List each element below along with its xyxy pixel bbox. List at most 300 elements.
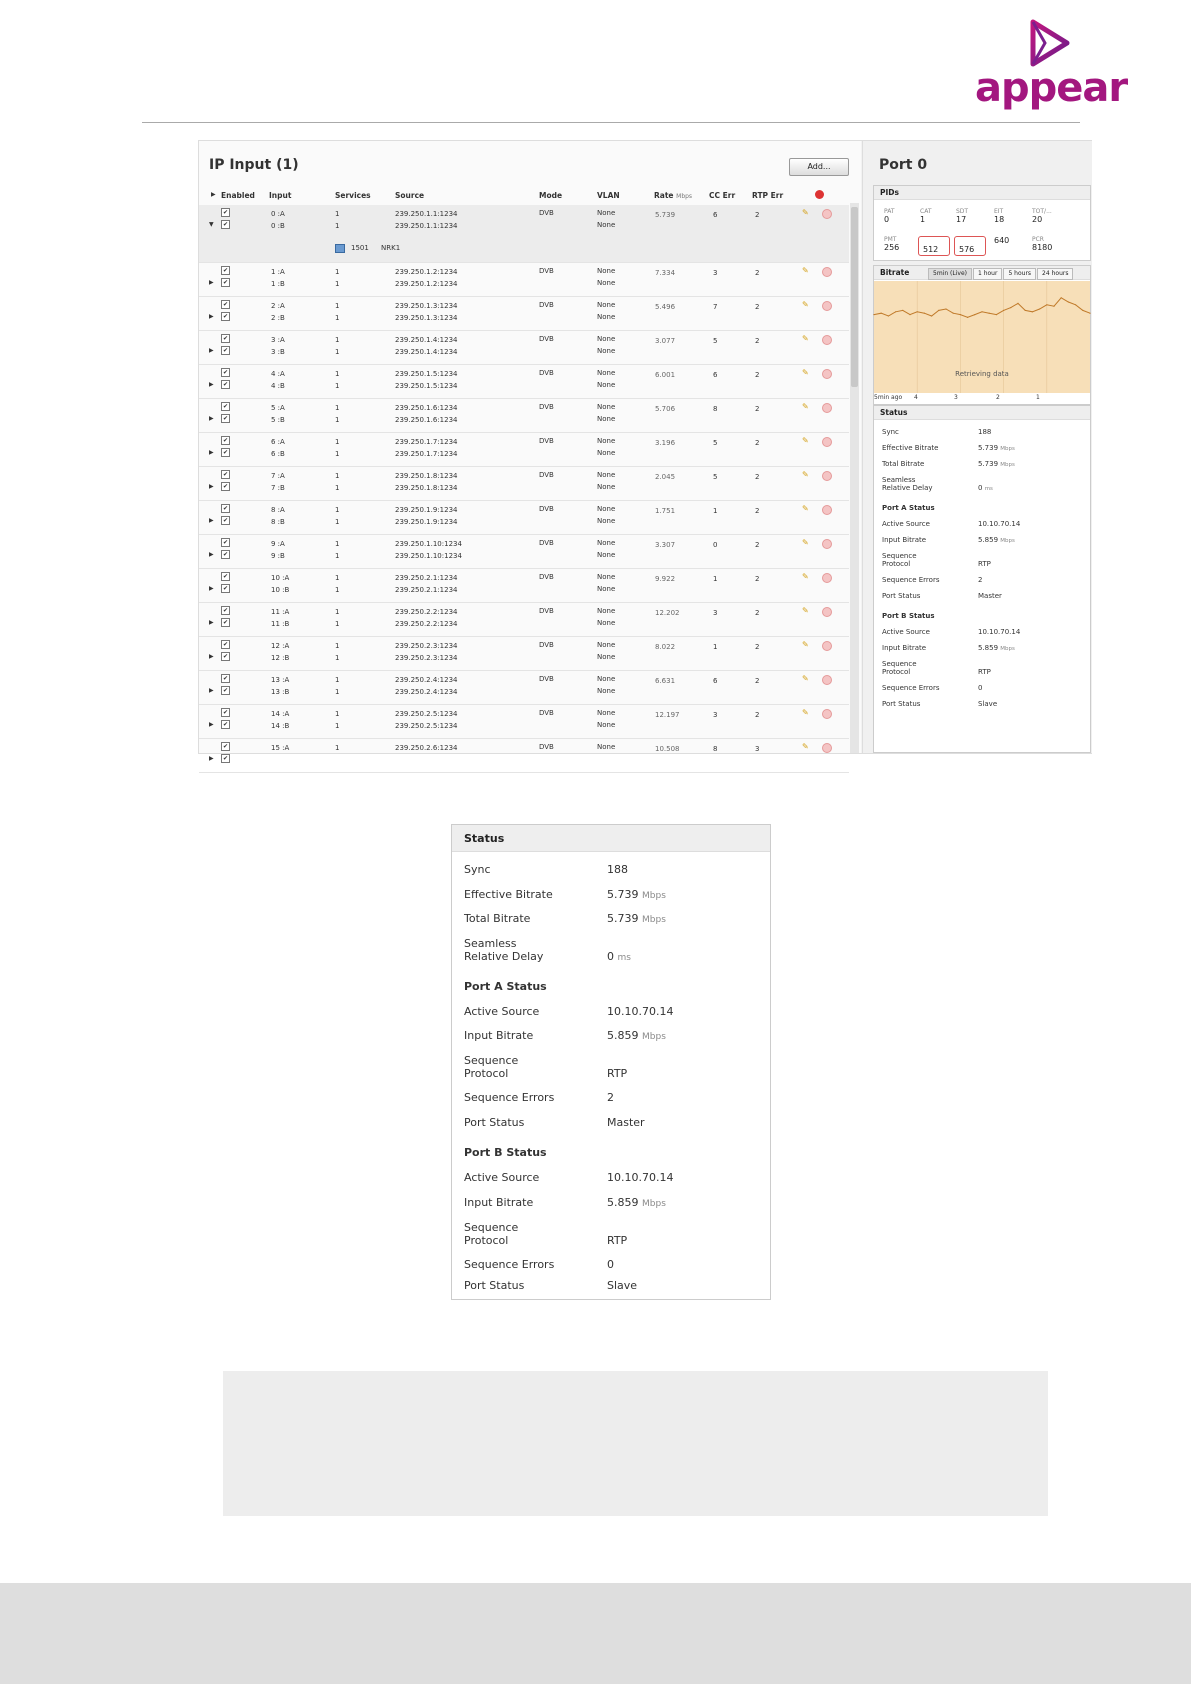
input-b: 6 :B <box>271 450 285 458</box>
col-vlan: VLAN <box>597 191 620 200</box>
enable-b-checkbox[interactable]: ✔ <box>222 585 229 592</box>
remove-icon[interactable] <box>822 607 832 617</box>
expand-all-icon[interactable]: ▶ <box>211 191 216 198</box>
table-row[interactable] <box>199 603 849 637</box>
enable-a-checkbox[interactable]: ✔ <box>222 539 229 546</box>
services-b: 1 <box>335 314 340 322</box>
vlan-a: None <box>597 267 616 275</box>
pid-value: 512 <box>923 245 939 254</box>
pid-item[interactable] <box>920 208 932 224</box>
rate: 3.307 <box>655 541 676 549</box>
a-proto-value: RTP <box>978 560 991 568</box>
source-a: 239.250.1.3:1234 <box>395 302 458 310</box>
table-row[interactable] <box>199 535 849 569</box>
vlan-a: None <box>597 573 616 581</box>
source-b: 239.250.1.10:1234 <box>395 552 462 560</box>
vlan-a: None <box>597 471 616 479</box>
bitrate-point <box>1039 308 1040 309</box>
edit-icon[interactable]: ✎ <box>802 708 809 717</box>
expand-icon[interactable]: ▶ <box>209 551 214 558</box>
vlan-b: None <box>597 619 616 627</box>
vlan-b: None <box>597 687 616 695</box>
enable-a-checkbox[interactable]: ✔ <box>222 209 229 216</box>
pid-value: 20 <box>1032 215 1043 224</box>
bitrate-point <box>1082 310 1083 311</box>
edit-icon[interactable]: ✎ <box>802 300 809 309</box>
input-b: 4 :B <box>271 382 285 390</box>
services-a: 1 <box>335 472 340 480</box>
input-a: 6 :A <box>271 438 285 446</box>
l-b-errors-value: 0 <box>607 1258 614 1271</box>
services-b: 1 <box>335 416 340 424</box>
status-large-header <box>452 825 770 852</box>
vlan-a: None <box>597 539 616 547</box>
remove-icon[interactable] <box>822 709 832 719</box>
pid-item[interactable] <box>918 236 950 256</box>
service-subrow <box>199 238 849 262</box>
l-delay-value: 0 ms <box>607 950 631 963</box>
vlan-b: None <box>597 449 616 457</box>
table-row[interactable] <box>199 297 849 331</box>
scrollbar-thumb[interactable] <box>851 207 858 387</box>
enable-b-checkbox[interactable]: ✔ <box>222 653 229 660</box>
remove-icon[interactable] <box>822 335 832 345</box>
expand-icon[interactable]: ▶ <box>209 415 214 422</box>
bitrate-tab[interactable]: 1 hour <box>973 268 1002 280</box>
add-button[interactable]: Add... <box>789 158 849 176</box>
table-row[interactable] <box>199 433 849 467</box>
pid-value: 17 <box>956 215 967 224</box>
pid-value: 0 <box>884 215 890 224</box>
edit-icon[interactable]: ✎ <box>802 402 809 411</box>
remove-icon[interactable] <box>822 539 832 549</box>
pid-label: CAT <box>920 208 932 215</box>
source-b: 239.250.1.9:1234 <box>395 518 458 526</box>
enable-b-checkbox[interactable]: ✔ <box>222 347 229 354</box>
bitrate-point <box>1053 306 1054 307</box>
bitrate-tabs <box>928 268 1074 280</box>
rtp-err: 2 <box>755 303 760 311</box>
l-delay-label-1: Seamless <box>464 937 517 950</box>
b-bitrate-label: Input Bitrate <box>882 644 927 652</box>
mode: DVB <box>539 607 554 615</box>
b-source-value: 10.10.70.14 <box>978 628 1021 636</box>
bitrate-point <box>917 311 918 312</box>
enable-b-checkbox[interactable]: ✔ <box>222 687 229 694</box>
expand-icon[interactable]: ▶ <box>209 585 214 592</box>
enable-b-checkbox[interactable]: ✔ <box>222 449 229 456</box>
services-a: 1 <box>335 676 340 684</box>
enable-b-checkbox[interactable]: ✔ <box>222 415 229 422</box>
l-total-value: 5.739 Mbps <box>607 912 666 925</box>
remove-icon[interactable] <box>822 209 832 219</box>
pid-item[interactable] <box>884 236 899 252</box>
cc-err: 1 <box>713 643 718 651</box>
col-cc-err: CC Err <box>709 191 736 200</box>
input-a: 10 :A <box>271 574 290 582</box>
expand-icon[interactable]: ▶ <box>209 687 214 694</box>
b-errors-label: Sequence Errors <box>882 684 940 692</box>
input-a: 14 :A <box>271 710 290 718</box>
cc-err: 6 <box>713 371 718 379</box>
source-b: 239.250.1.5:1234 <box>395 382 458 390</box>
col-rtp-err: RTP Err <box>752 191 784 200</box>
input-b: 1 :B <box>271 280 285 288</box>
pid-label: PAT <box>884 208 895 215</box>
bitrate-point <box>981 311 982 312</box>
table-row[interactable] <box>199 705 849 739</box>
bitrate-title: Bitrate <box>874 266 1090 280</box>
bitrate-point <box>1046 304 1047 305</box>
services-a: 1 <box>335 268 340 276</box>
tick-label: 1 <box>1036 394 1040 401</box>
col-source: Source <box>395 191 425 200</box>
l-b-port-status-value: Slave <box>607 1279 638 1292</box>
expand-icon[interactable]: ▶ <box>209 279 214 286</box>
input-b: 5 :B <box>271 416 285 424</box>
rate: 6.631 <box>655 677 676 685</box>
l-sync-label: Sync <box>464 863 491 876</box>
source-a: 239.250.1.4:1234 <box>395 336 458 344</box>
remove-icon[interactable] <box>822 573 832 583</box>
expand-icon[interactable]: ▶ <box>209 483 214 490</box>
bitrate-point <box>888 315 889 316</box>
source-a: 239.250.1.5:1234 <box>395 370 458 378</box>
pid-item[interactable] <box>1032 236 1052 252</box>
edit-icon[interactable]: ✎ <box>802 674 809 683</box>
rtp-err: 2 <box>755 439 760 447</box>
vlan-a: None <box>597 209 616 217</box>
edit-icon[interactable]: ✎ <box>802 742 809 751</box>
pid-item[interactable] <box>994 208 1004 224</box>
table-row[interactable] <box>199 205 849 263</box>
input-a: 5 :A <box>271 404 285 412</box>
rtp-err: 2 <box>755 575 760 583</box>
enable-a-checkbox[interactable]: ✔ <box>222 369 229 376</box>
l-b-bitrate-value: 5.859 Mbps <box>607 1196 666 1209</box>
enable-a-checkbox[interactable]: ✔ <box>222 607 229 614</box>
col-enabled: Enabled <box>221 191 255 200</box>
bitrate-point <box>945 308 946 309</box>
source-b: 239.250.1.7:1234 <box>395 450 458 458</box>
source-a: 239.250.2.2:1234 <box>395 608 458 616</box>
bitrate-point <box>931 315 932 316</box>
table-row[interactable] <box>199 331 849 365</box>
rtp-err: 2 <box>755 269 760 277</box>
remove-icon[interactable] <box>822 267 832 277</box>
source-b: 239.250.1.4:1234 <box>395 348 458 356</box>
input-a: 0 :A <box>271 210 285 218</box>
pid-value: 18 <box>994 215 1005 224</box>
enable-b-checkbox[interactable]: ✔ <box>222 313 229 320</box>
vlan-a: None <box>597 335 616 343</box>
enable-b-checkbox[interactable]: ✔ <box>222 551 229 558</box>
table-scrollbar[interactable] <box>850 203 859 753</box>
mode: DVB <box>539 743 554 751</box>
rtp-err: 2 <box>755 541 760 549</box>
l-a-source-label: Active Source <box>464 1005 540 1018</box>
pid-item[interactable] <box>884 208 895 224</box>
cc-err: 5 <box>713 473 718 481</box>
expand-icon[interactable]: ▶ <box>209 381 214 388</box>
edit-icon[interactable]: ✎ <box>802 606 809 615</box>
enable-b-checkbox[interactable]: ✔ <box>222 483 229 490</box>
cc-err: 5 <box>713 337 718 345</box>
l-b-proto-label-2: Protocol <box>464 1234 509 1247</box>
bitrate-point <box>1032 311 1033 312</box>
pid-value: 640 <box>994 236 1010 245</box>
table-row[interactable] <box>199 637 849 671</box>
table-row[interactable] <box>199 263 849 297</box>
l-a-proto-value: RTP <box>607 1067 628 1080</box>
expand-icon[interactable]: ▶ <box>209 721 214 728</box>
edit-icon[interactable]: ✎ <box>802 470 809 479</box>
vlan-b: None <box>597 585 616 593</box>
remove-icon[interactable] <box>822 403 832 413</box>
enable-a-checkbox[interactable]: ✔ <box>222 437 229 444</box>
pids-panel <box>873 185 1091 261</box>
mode: DVB <box>539 675 554 683</box>
edit-icon[interactable]: ✎ <box>802 208 809 217</box>
rate: 5.739 <box>655 211 676 219</box>
bitrate-point <box>953 313 954 314</box>
rate: 2.045 <box>655 473 676 481</box>
edit-icon[interactable]: ✎ <box>802 504 809 513</box>
bitrate-point <box>1017 303 1018 304</box>
bitrate-chart <box>874 281 1090 393</box>
rtp-err: 2 <box>755 711 760 719</box>
enable-b-checkbox[interactable]: ✔ <box>222 721 229 728</box>
b-proto-value: RTP <box>978 668 991 676</box>
remove-icon[interactable] <box>822 369 832 379</box>
l-eff-label: Effective Bitrate <box>464 888 553 901</box>
source-a: 239.250.1.8:1234 <box>395 472 458 480</box>
delay-value: 0 ms <box>978 484 993 492</box>
services-a: 1 <box>335 540 340 548</box>
source-a: 239.250.2.1:1234 <box>395 574 458 582</box>
pid-label: PMT <box>884 236 897 243</box>
bitrate-point <box>1075 304 1076 305</box>
services-b: 1 <box>335 654 340 662</box>
rate: 12.202 <box>655 609 680 617</box>
remove-icon[interactable] <box>822 437 832 447</box>
expand-icon[interactable]: ▶ <box>209 619 214 626</box>
expand-icon[interactable]: ▶ <box>209 347 214 354</box>
table-row[interactable] <box>199 739 849 773</box>
bitrate-tab[interactable]: 24 hours <box>1037 268 1073 280</box>
mode: DVB <box>539 209 554 217</box>
services-b: 1 <box>335 382 340 390</box>
input-b: 3 :B <box>271 348 285 356</box>
table-row[interactable] <box>199 399 849 433</box>
enable-b-checkbox[interactable]: ✔ <box>222 619 229 626</box>
bitrate-point <box>895 311 896 312</box>
enable-b-checkbox[interactable]: ✔ <box>222 517 229 524</box>
rate: 1.751 <box>655 507 676 515</box>
remove-icon[interactable] <box>822 505 832 515</box>
port-panel <box>862 141 1092 753</box>
ip-input-panel <box>199 141 861 762</box>
services-b: 1 <box>335 688 340 696</box>
table-row[interactable] <box>199 467 849 501</box>
pid-value: 256 <box>884 243 900 252</box>
services-a: 1 <box>335 302 340 310</box>
enable-a-checkbox[interactable]: ✔ <box>222 403 229 410</box>
tick-label: 4 <box>914 394 918 401</box>
rtp-err: 2 <box>755 211 760 219</box>
enable-a-checkbox[interactable]: ✔ <box>222 641 229 648</box>
sync-label: Sync <box>882 428 899 436</box>
vlan-b: None <box>597 721 616 729</box>
source-a: 239.250.2.5:1234 <box>395 710 458 718</box>
table-row[interactable] <box>199 569 849 603</box>
l-a-errors-value: 2 <box>607 1091 614 1104</box>
b-errors-value: 0 <box>978 684 983 692</box>
source-a: 239.250.1.10:1234 <box>395 540 462 548</box>
remove-icon[interactable] <box>822 471 832 481</box>
services-b: 1 <box>335 518 340 526</box>
ip-input-title: IP Input (1) <box>209 157 299 173</box>
services-a: 1 <box>335 642 340 650</box>
enable-a-checkbox[interactable]: ✔ <box>222 743 229 750</box>
status-panel-small <box>873 405 1091 753</box>
status-panel-large <box>451 824 771 1300</box>
pid-item[interactable] <box>956 208 968 224</box>
enable-a-checkbox[interactable]: ✔ <box>222 505 229 512</box>
vlan-a: None <box>597 675 616 683</box>
services-a: 1 <box>335 608 340 616</box>
remove-icon[interactable] <box>822 641 832 651</box>
note-box <box>223 1371 1048 1516</box>
bitrate-point <box>1010 307 1011 308</box>
bitrate-tab[interactable]: 5min (Live) <box>928 268 972 280</box>
rate: 10.508 <box>655 745 680 753</box>
page-footer <box>0 1583 1191 1684</box>
mode: DVB <box>539 335 554 343</box>
bitrate-point <box>1089 313 1090 314</box>
pid-item[interactable] <box>994 236 1009 245</box>
l-b-source-label: Active Source <box>464 1171 540 1184</box>
enable-b-checkbox[interactable]: ✔ <box>222 279 229 286</box>
rate: 8.022 <box>655 643 676 651</box>
source-a: 239.250.2.3:1234 <box>395 642 458 650</box>
pid-item[interactable] <box>1032 208 1052 224</box>
enable-a-checkbox[interactable]: ✔ <box>222 573 229 580</box>
delay-label-2: Relative Delay <box>882 484 933 492</box>
edit-icon[interactable]: ✎ <box>802 436 809 445</box>
collapse-icon[interactable]: ▼ <box>209 221 214 228</box>
edit-icon[interactable]: ✎ <box>802 572 809 581</box>
bitrate-point <box>902 310 903 311</box>
enable-a-checkbox[interactable]: ✔ <box>222 301 229 308</box>
table-row[interactable] <box>199 671 849 705</box>
col-services: Services <box>335 191 371 200</box>
expand-icon[interactable]: ▶ <box>209 755 214 762</box>
expand-icon[interactable]: ▶ <box>209 313 214 320</box>
port-title: Port 0 <box>879 157 928 173</box>
l-a-source-value: 10.10.70.14 <box>607 1005 674 1018</box>
edit-icon[interactable]: ✎ <box>802 368 809 377</box>
services-a: 1 <box>335 404 340 412</box>
table-row[interactable] <box>199 365 849 399</box>
services-b: 1 <box>335 586 340 594</box>
rate: 5.706 <box>655 405 676 413</box>
vlan-b: None <box>597 313 616 321</box>
rtp-err: 2 <box>755 473 760 481</box>
delay-label-1: Seamless <box>882 476 916 484</box>
enable-b-checkbox[interactable]: ✔ <box>222 755 229 762</box>
pid-label: EIT <box>994 208 1004 215</box>
pid-item[interactable] <box>954 236 986 256</box>
service-name: NRK1 <box>381 244 401 252</box>
vlan-b: None <box>597 347 616 355</box>
vlan-b: None <box>597 517 616 525</box>
rtp-err: 2 <box>755 677 760 685</box>
source-a: 239.250.1.1:1234 <box>395 210 458 218</box>
expand-icon[interactable]: ▶ <box>209 653 214 660</box>
enable-a-checkbox[interactable]: ✔ <box>222 675 229 682</box>
delete-all-icon[interactable] <box>815 190 824 199</box>
l-total-label: Total Bitrate <box>464 912 531 925</box>
edit-icon[interactable]: ✎ <box>802 538 809 547</box>
table-header <box>199 189 861 203</box>
edit-icon[interactable]: ✎ <box>802 266 809 275</box>
remove-icon[interactable] <box>822 743 832 753</box>
rtp-err: 2 <box>755 643 760 651</box>
source-b: 239.250.1.2:1234 <box>395 280 458 288</box>
table-row[interactable] <box>199 501 849 535</box>
services-a: 1 <box>335 370 340 378</box>
input-b: 7 :B <box>271 484 285 492</box>
remove-icon[interactable] <box>822 675 832 685</box>
services-b: 1 <box>335 348 340 356</box>
enable-a-checkbox[interactable]: ✔ <box>222 335 229 342</box>
services-a: 1 <box>335 210 340 218</box>
l-port-a-title: Port A Status <box>464 980 547 993</box>
a-port-status-label: Port Status <box>882 592 921 600</box>
source-b: 239.250.2.4:1234 <box>395 688 458 696</box>
remove-icon[interactable] <box>822 301 832 311</box>
enable-a-checkbox[interactable]: ✔ <box>222 267 229 274</box>
edit-icon[interactable]: ✎ <box>802 640 809 649</box>
a-errors-value: 2 <box>978 576 983 584</box>
input-b: 9 :B <box>271 552 285 560</box>
edit-icon[interactable]: ✎ <box>802 334 809 343</box>
enable-a-checkbox[interactable]: ✔ <box>222 471 229 478</box>
cc-err: 8 <box>713 405 718 413</box>
mode: DVB <box>539 267 554 275</box>
expand-icon[interactable]: ▶ <box>209 517 214 524</box>
total-value: 5.739 Mbps <box>978 460 1015 468</box>
pid-label: PCR <box>1032 236 1044 243</box>
status-small-title: Status <box>874 406 1090 420</box>
rate: 12.197 <box>655 711 680 719</box>
input-a: 4 :A <box>271 370 285 378</box>
expand-icon[interactable]: ▶ <box>209 449 214 456</box>
enable-b-checkbox[interactable]: ✔ <box>222 381 229 388</box>
cc-err: 1 <box>713 507 718 515</box>
bitrate-tab[interactable]: 5 hours <box>1003 268 1036 280</box>
cc-err: 6 <box>713 677 718 685</box>
a-bitrate-value: 5.859 Mbps <box>978 536 1015 544</box>
pid-label: TOT/... <box>1032 208 1052 215</box>
bitrate-point <box>967 317 968 318</box>
enable-a-checkbox[interactable]: ✔ <box>222 709 229 716</box>
enable-b-checkbox[interactable]: ✔ <box>222 221 229 228</box>
source-a: 239.250.1.6:1234 <box>395 404 458 412</box>
source-b: 239.250.1.8:1234 <box>395 484 458 492</box>
bitrate-point <box>924 313 925 314</box>
